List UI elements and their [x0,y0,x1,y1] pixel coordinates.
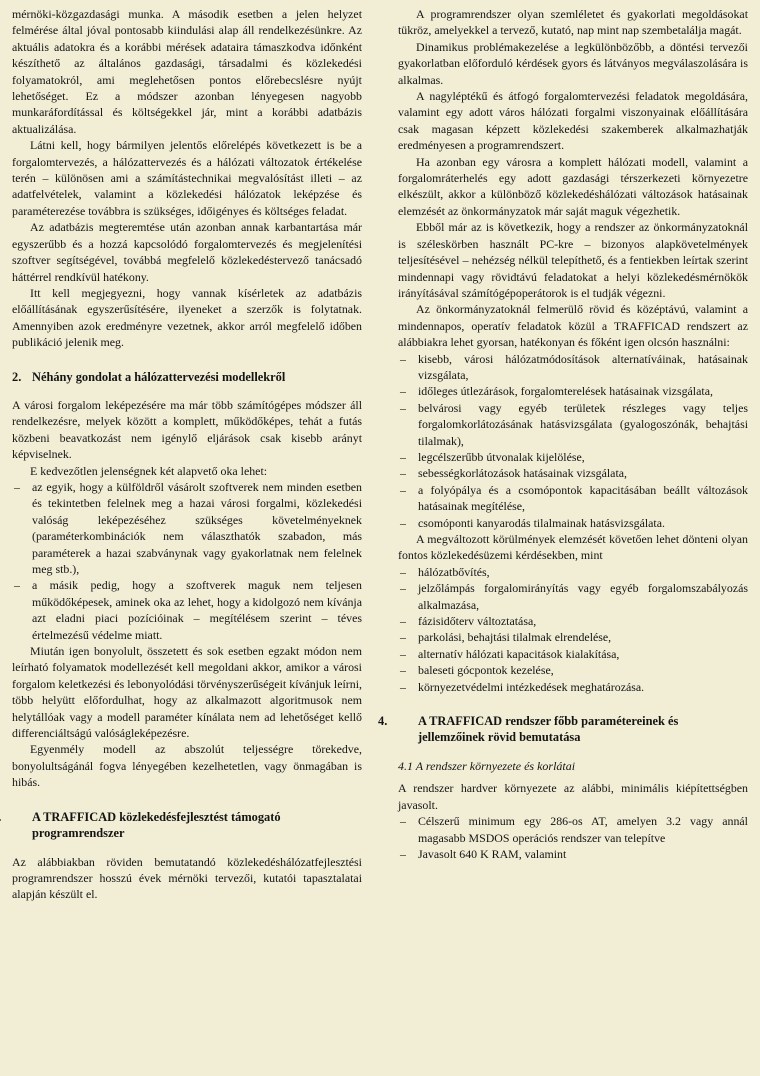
paragraph: Egyenmély modell az abszolút teljességre törekedve, bonyolultságánál fogva lényegében kezelhetetlen, vagy önmagában is hibás. [12,742,362,790]
list-item: – parkolási, behajtási tilalmak elrendelése, [398,629,748,645]
paragraph: mérnöki-közgazdasági munka. A második esetben a jelen helyzet felmérése által jóval pontosabb kiindulási alap áll rendelkezésünkre. Az aktuális adatokra és a korábbi mérések adataira támaszkodva időnként készíthető az általános gazdasági, társadalmi és közlekedési folyamatokról, ami meglehetősen pontos előrebecslésre nyújt lehetőséget. Ez a módszer azonban lényegesen nagyobb munkaráfordítással és költségekkel jár, mint a korábbi adatbázis aktualizálása. [12,7,362,136]
paragraph: E kedvezőtlen jelenségnek két alapvető oka lehet: [30,463,268,478]
section-title: A TRAFFICAD közlekedésfejlesztést támogató programrendszer [32,809,281,841]
list-item: – időleges útlezárások, forgalomterelések hatásainak vizsgálata, [398,383,748,399]
dash-list [12,479,362,643]
section-heading-3 [12,809,362,842]
list-item: – baleseti gócpontok kezelése, [398,662,748,678]
paragraph: Ebből már az is következik, hogy a rendszer az önkormányzatoknál is széleskörben használt PC-kre – bizonyos alapkövetelmények teljesítésével – nehézség nélkül telepíthető, és a fentiekben leírtak szerint mindennapi vagy rövidtávú feladatokat a helyi közlekedésmérnökök irányításával számítógépoperátorok is el tudják végezni. [398,220,748,300]
list-item: – a másik pedig, hogy a szoftverek maguk nem teljesen működőképesek, aminek oka az lehet, hogy a kidolgozó nem kívánja azt eladni piaci pozícióinak – megítélésem szerint – téves értelmezésű védelme miatt. [12,577,362,643]
list-item: – hálózatbővítés, [398,564,748,580]
list-item: – sebességkorlátozások hatásainak vizsgálata, [398,465,748,481]
paragraph: Az önkormányzatoknál felmerülő rövid és középtávú, valamint a mindennapos, operatív feladatok közül a TRAFFICAD rendszert az alábbiakra lehet gyorsan, hatékonyan és főként igen olcsón használni: [398,302,748,350]
paragraph: Dinamikus problémakezelése a legkülönbözőbb, a döntési tervezői gyakorlatban előforduló kérdések gyors és látványos megválaszolására is alkalmas. [398,39,748,87]
list-item: – fázisidőterv változtatása, [398,613,748,629]
paragraph: A megváltozott körülmények elemzését követően lehet dönteni olyan fontos közlekedésüzemi kérdésekben, mint [398,532,748,563]
paragraph: Miután igen bonyolult, összetett és sok esetben egzakt módon nem leírható folyamatok modellezését kell megoldani akkor, amikor a városi forgalom keletkezési és lebonyolódási törvényszerűségeit kívánjuk leírni, több helyütt előfordulhat, hogy az alkalmazott algoritmusok nem helytállóak vagy a modell paraméter kínálata nem ad lehetőséget kellő differenciáltságú valóságleképezésre. [12,644,362,741]
list-item: – Javasolt 640 K RAM, valamint [398,846,748,862]
dash-list [398,564,748,695]
list-item: – kisebb, városi hálózatmódosítások alternatíváinak, hatásainak vizsgálata, [398,351,748,384]
section-number: 4. [378,714,388,729]
dash-list [398,813,748,862]
subsection-heading: 4.1 A rendszer környezete és korlátai [398,758,576,773]
paragraph: A városi forgalom leképezésére ma már több számítógépes módszer áll rendelkezésre, melyek között a komplett, működőképes, tehát a futás közbeni beavatkozást nem igénylő eljárások csak kisebb arányt képviselnek. [12,397,362,462]
dash-list [398,351,748,531]
section-heading-2 [12,369,362,385]
list-item: – csomóponti kanyarodás tilalmainak hatásvizsgálata. [398,515,748,531]
list-item: – a folyópálya és a csomópontok kapacitásában beállt változások hatásainak megítélése, [398,482,748,515]
list-item: – az egyik, hogy a külföldről vásárolt szoftverek nem minden esetben és tekintetben felelnek meg a hazai városi forgalmi, közlekedési valóság leképezéséhez szükséges követelményeknek (paraméterkombinációk nem választhatók szabadon, más paraméterek a hazai szabványnak vagy gyakorlatnak nem felelnek meg stb.), [12,479,362,577]
section-number [12,809,32,825]
paragraph: Ha azonban egy városra a komplett hálózati modell, valamint a forgalomráterhelés egy adott gazdasági térszerkezeti környezetre elkészült, akkor a különböző közlekedéshálózati változások hatásainak elemzését az önkormányzatok már saját maguk végezhetik. [398,154,748,218]
paragraph: Az alábbiakban röviden bemutatandó közlekedéshálózatfejlesztési programrendszer hosszú évek mérnöki tervezői, kutatói tapasztalatai alapján készült el. [12,854,362,902]
paragraph: A programrendszer olyan szemléletet és gyakorlati megoldásokat tükröz, amelyekkel a tervező, kutató, nap mint nap szembetalálja magát. [398,7,748,38]
list-item: – környezetvédelmi intézkedések meghatározása. [398,679,748,695]
right-column [378,6,748,862]
paragraph: Itt kell megjegyezni, hogy vannak kísérletek az adatbázis előállításának egyszerűsítésére, ilyeneket a szerzők is folytatnak. Amennyiben azok eredményre vezetnek, akkor arról megfelelő időben publikáció jelenik meg. [12,285,362,350]
list-item: – belvárosi vagy egyéb területek részleges vagy teljes forgalomkorlátozásának hatásvizsgálata (gyalogoszónák, behajtási tilalmak), [398,400,748,449]
paragraph: A nagyléptékű és átfogó forgalomtervezési feladatok megoldására, valamint egy adott város hálózati forgalmi viszonyainak előállítására csak magasan képzett közlekedési szakemberek alkalmazhatják eredményesen a programrendszert. [398,89,748,153]
section-title: Néhány gondolat a hálózattervezési modellekről [32,369,286,384]
section-title: A TRAFFICAD rendszer főbb paramétereinek és jellemzőinek rövid bemutatása [418,714,679,745]
section-number: 2. [12,369,22,384]
paragraph: A rendszer hardver környezete az alábbi, minimális kiépítettségben javasolt. [398,781,748,812]
section-heading-4 [378,713,748,746]
paragraph: Látni kell, hogy bármilyen jelentős előrelépés következett is be a forgalomtervezés, a hálózattervezés és a hálózati változatok értékelése terén – különösen ami a számítástechnikai megvalósítást illeti – az adatfelvételek, valamint a közlekedési hálózatok leképzése és paraméterezése továbbra is szükséges, időigényes és költséges feladat. [12,138,362,218]
list-item: – Célszerű minimum egy 286-os AT, amelyen 3.2 vagy annál magasabb MSDOS operációs rendszer van telepítve [398,813,748,846]
list-item: – legcélszerűbb útvonalak kijelölése, [398,449,748,465]
list-item: – alternatív hálózati kapacitások kialakítása, [398,646,748,662]
left-column [12,6,362,903]
paragraph: Az adatbázis megteremtése után azonban annak karbantartása már egyszerűbb és a hozzá kapcsolódó forgalomtervezés és megjelenítési szoftver segítségével, továbbá megfelelő közlekedéstervező tanácsadó háttérrel rendkívül hatékony. [12,220,362,284]
list-item: – jelzőlámpás forgalomirányítás vagy egyéb forgalomszabályozás alkalmazása, [398,580,748,613]
